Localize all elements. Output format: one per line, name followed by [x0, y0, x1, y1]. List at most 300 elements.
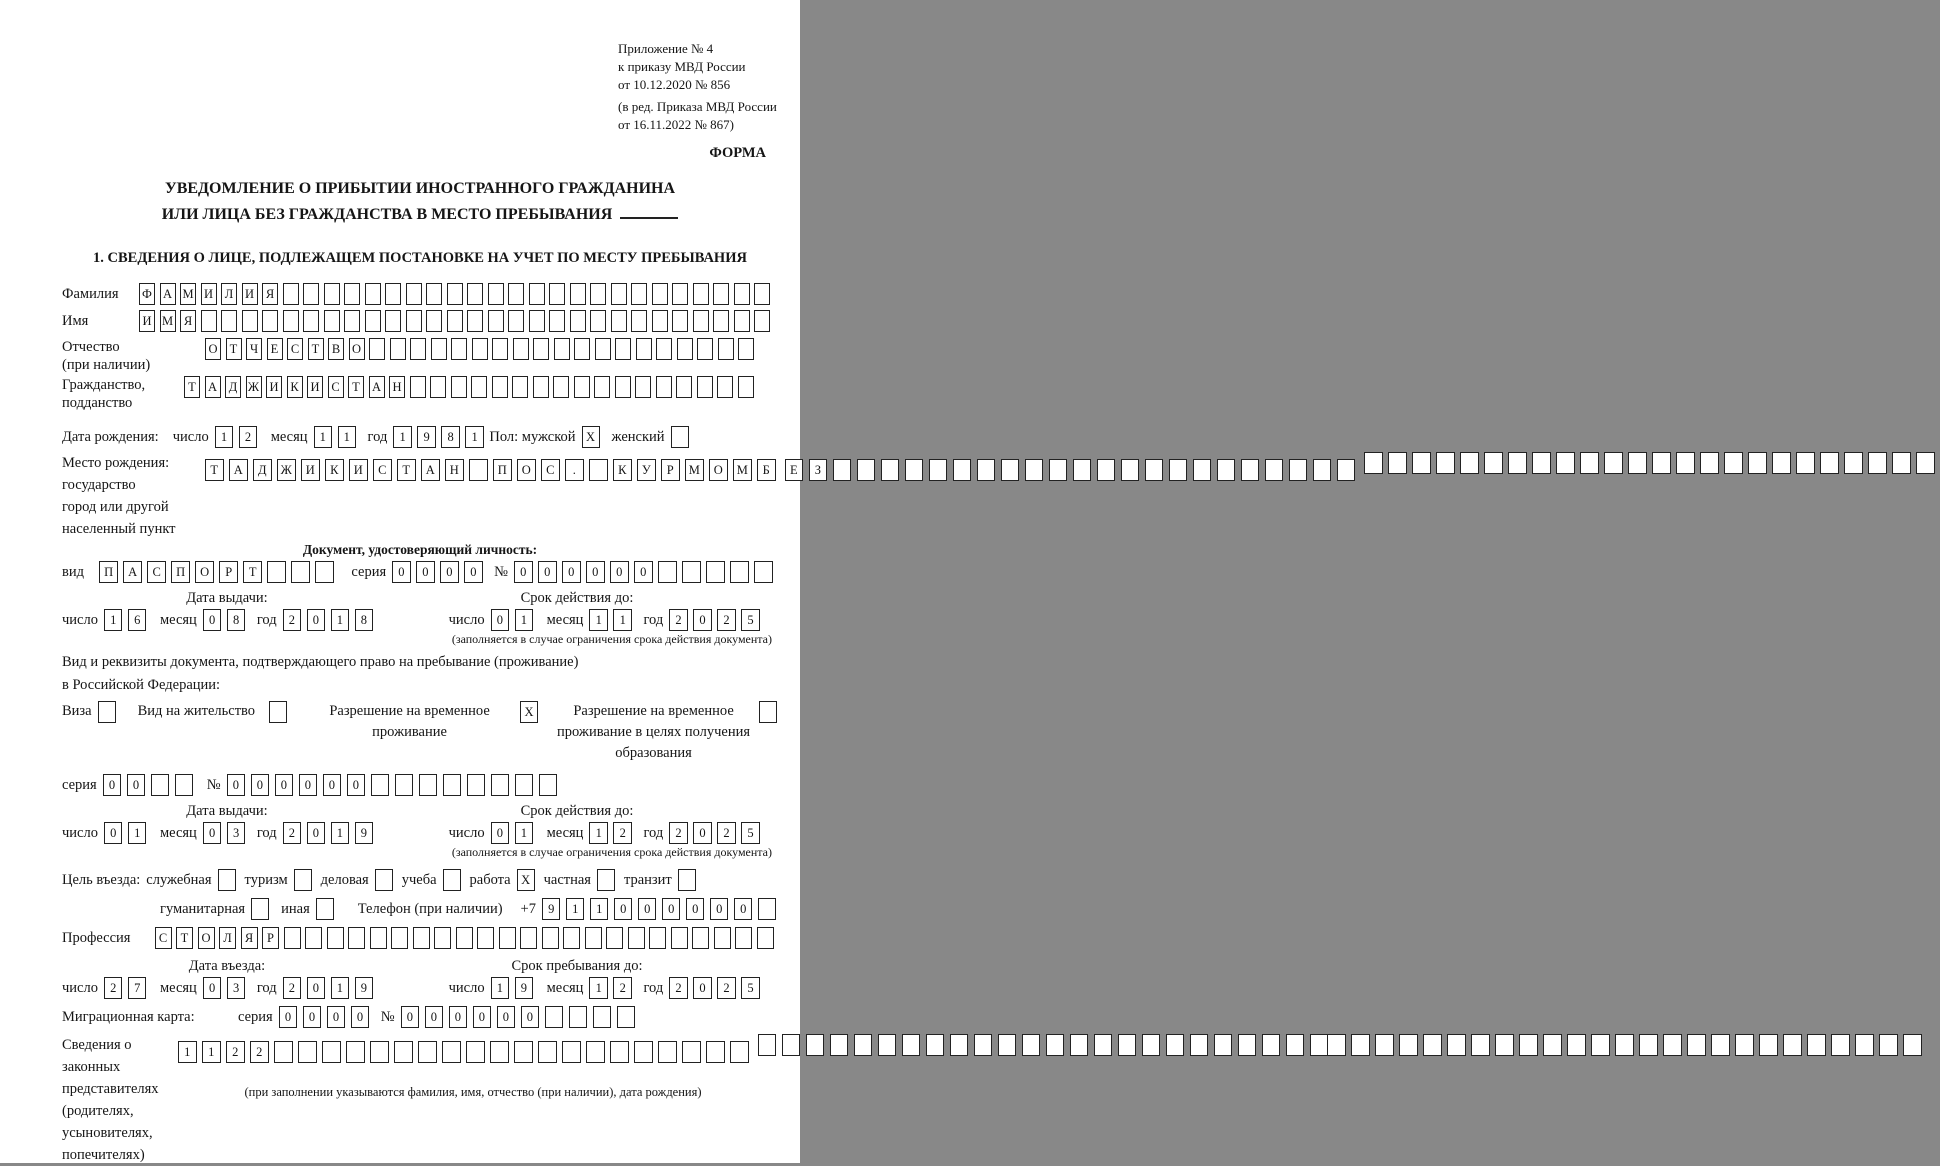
identity-series-cells[interactable] — [392, 561, 488, 583]
form-cell[interactable]: 0 — [227, 774, 246, 796]
migration-series-cells[interactable] — [279, 1006, 375, 1028]
form-cell[interactable]: Р — [262, 927, 279, 949]
form-cell[interactable] — [857, 459, 876, 481]
form-cell[interactable] — [677, 338, 693, 360]
form-cell[interactable] — [1166, 1034, 1185, 1056]
form-cell[interactable] — [1604, 452, 1623, 474]
form-cell[interactable] — [477, 927, 494, 949]
form-cell[interactable]: 0 — [514, 561, 533, 583]
form-cell[interactable] — [1868, 452, 1887, 474]
form-cell[interactable] — [649, 927, 666, 949]
form-cell[interactable] — [456, 927, 473, 949]
form-cell[interactable] — [754, 561, 773, 583]
form-cell[interactable] — [1375, 1034, 1394, 1056]
form-cell[interactable]: Т — [176, 927, 193, 949]
form-cell[interactable]: С — [147, 561, 166, 583]
form-cell[interactable] — [533, 338, 549, 360]
male-checkbox[interactable] — [582, 426, 600, 448]
form-cell[interactable] — [717, 376, 733, 398]
form-cell[interactable] — [1519, 1034, 1538, 1056]
form-cell[interactable] — [590, 310, 606, 332]
stay-day-cells[interactable] — [491, 977, 539, 999]
form-cell[interactable] — [274, 1041, 293, 1063]
form-cell[interactable] — [1412, 452, 1431, 474]
form-cell[interactable]: 1 — [314, 426, 333, 448]
form-cell[interactable] — [515, 774, 534, 796]
form-cell[interactable] — [1399, 1034, 1418, 1056]
form-cell[interactable] — [451, 376, 467, 398]
form-cell[interactable] — [754, 310, 770, 332]
form-cell[interactable] — [303, 283, 319, 305]
form-cell[interactable]: Т — [226, 338, 242, 360]
form-cell[interactable] — [595, 338, 611, 360]
form-cell[interactable] — [697, 338, 713, 360]
form-cell[interactable] — [365, 310, 381, 332]
visa-checkbox[interactable] — [98, 701, 116, 723]
form-cell[interactable]: П — [493, 459, 512, 481]
form-cell[interactable]: 0 — [392, 561, 411, 583]
profession-cells[interactable] — [155, 927, 779, 949]
form-cell[interactable] — [488, 310, 504, 332]
purpose-work-checkbox[interactable] — [517, 869, 535, 891]
form-cell[interactable] — [926, 1034, 945, 1056]
form-cell[interactable] — [512, 376, 528, 398]
form-cell[interactable] — [291, 561, 310, 583]
identity-valid-month-cells[interactable] — [589, 609, 637, 631]
form-cell[interactable]: М — [160, 310, 176, 332]
form-cell[interactable] — [615, 338, 631, 360]
form-cell[interactable]: Т — [205, 459, 224, 481]
form-cell[interactable]: Я — [180, 310, 196, 332]
patronymic-cells[interactable] — [205, 338, 759, 360]
form-cell[interactable] — [782, 1034, 801, 1056]
form-cell[interactable] — [327, 927, 344, 949]
form-cell[interactable]: 0 — [307, 977, 326, 999]
form-cell[interactable] — [1436, 452, 1455, 474]
form-cell[interactable]: С — [155, 927, 172, 949]
form-cell[interactable]: 0 — [323, 774, 342, 796]
form-cell[interactable]: 2 — [239, 426, 258, 448]
form-cell[interactable]: 0 — [662, 898, 681, 920]
form-cell[interactable]: 0 — [347, 774, 366, 796]
form-cell[interactable]: 1 — [202, 1041, 221, 1063]
form-cell[interactable] — [1327, 1034, 1346, 1056]
form-cell[interactable] — [514, 1041, 533, 1063]
form-cell[interactable]: 2 — [717, 609, 736, 631]
form-cell[interactable] — [714, 927, 731, 949]
form-cell[interactable] — [738, 376, 754, 398]
form-cell[interactable] — [322, 1041, 341, 1063]
form-cell[interactable]: 5 — [741, 977, 760, 999]
form-cell[interactable] — [1580, 452, 1599, 474]
form-cell[interactable]: 0 — [203, 977, 222, 999]
form-cell[interactable]: К — [613, 459, 632, 481]
form-cell[interactable] — [251, 898, 269, 920]
form-cell[interactable]: П — [99, 561, 118, 583]
purpose-tourism-checkbox[interactable] — [294, 869, 312, 891]
form-cell[interactable]: И — [301, 459, 320, 481]
form-cell[interactable]: 0 — [425, 1006, 444, 1028]
form-cell[interactable]: М — [733, 459, 752, 481]
residence-permit-checkbox[interactable] — [269, 701, 287, 723]
form-cell[interactable]: А — [123, 561, 142, 583]
form-cell[interactable]: Р — [219, 561, 238, 583]
form-cell[interactable] — [344, 310, 360, 332]
form-cell[interactable] — [315, 561, 334, 583]
form-cell[interactable] — [394, 1041, 413, 1063]
form-cell[interactable]: У — [637, 459, 656, 481]
form-cell[interactable] — [529, 310, 545, 332]
form-cell[interactable] — [490, 1041, 509, 1063]
form-cell[interactable] — [570, 310, 586, 332]
form-cell[interactable] — [533, 376, 549, 398]
form-cell[interactable] — [631, 283, 647, 305]
form-cell[interactable]: 0 — [351, 1006, 370, 1028]
form-cell[interactable] — [549, 283, 565, 305]
form-cell[interactable] — [738, 338, 754, 360]
form-cell[interactable] — [472, 338, 488, 360]
form-cell[interactable] — [418, 1041, 437, 1063]
form-cell[interactable]: 0 — [440, 561, 459, 583]
form-cell[interactable]: 2 — [104, 977, 123, 999]
form-cell[interactable] — [1022, 1034, 1041, 1056]
form-cell[interactable] — [1735, 1034, 1754, 1056]
form-cell[interactable] — [1142, 1034, 1161, 1056]
form-cell[interactable] — [1820, 452, 1839, 474]
form-cell[interactable] — [201, 310, 217, 332]
form-cell[interactable] — [597, 869, 615, 891]
form-cell[interactable] — [1796, 452, 1815, 474]
form-cell[interactable]: 1 — [515, 609, 534, 631]
form-cell[interactable] — [406, 310, 422, 332]
form-cell[interactable]: Л — [221, 283, 237, 305]
purpose-commercial-checkbox[interactable] — [375, 869, 393, 891]
form-cell[interactable] — [294, 869, 312, 891]
form-cell[interactable] — [713, 283, 729, 305]
form-cell[interactable]: 5 — [741, 822, 760, 844]
form-cell[interactable] — [298, 1041, 317, 1063]
form-cell[interactable] — [410, 376, 426, 398]
form-cell[interactable] — [693, 310, 709, 332]
form-cell[interactable] — [574, 376, 590, 398]
form-cell[interactable]: Ф — [139, 283, 155, 305]
form-cell[interactable]: 9 — [515, 977, 534, 999]
form-cell[interactable]: Ж — [246, 376, 262, 398]
form-cell[interactable] — [1262, 1034, 1281, 1056]
birth-place-row3-cells[interactable] — [1364, 452, 1940, 474]
form-cell[interactable] — [574, 338, 590, 360]
form-cell[interactable] — [1214, 1034, 1233, 1056]
form-cell[interactable]: Т — [243, 561, 262, 583]
form-cell[interactable]: X — [520, 701, 538, 723]
form-cell[interactable] — [730, 1041, 749, 1063]
form-cell[interactable] — [370, 927, 387, 949]
form-cell[interactable] — [586, 1041, 605, 1063]
form-cell[interactable] — [1556, 452, 1575, 474]
form-cell[interactable]: 1 — [491, 977, 510, 999]
form-cell[interactable] — [508, 310, 524, 332]
form-cell[interactable]: 0 — [464, 561, 483, 583]
form-cell[interactable] — [706, 1041, 725, 1063]
form-cell[interactable]: 1 — [338, 426, 357, 448]
form-cell[interactable] — [569, 1006, 588, 1028]
form-cell[interactable] — [1652, 452, 1671, 474]
form-cell[interactable] — [267, 561, 286, 583]
form-cell[interactable] — [758, 898, 777, 920]
form-cell[interactable] — [466, 1041, 485, 1063]
form-cell[interactable] — [1471, 1034, 1490, 1056]
form-cell[interactable]: 1 — [590, 898, 609, 920]
form-cell[interactable] — [929, 459, 948, 481]
form-cell[interactable] — [426, 310, 442, 332]
form-cell[interactable]: 0 — [327, 1006, 346, 1028]
form-cell[interactable] — [395, 774, 414, 796]
form-cell[interactable]: В — [328, 338, 344, 360]
form-cell[interactable] — [549, 310, 565, 332]
form-cell[interactable]: 0 — [710, 898, 729, 920]
form-cell[interactable]: 2 — [226, 1041, 245, 1063]
form-cell[interactable] — [974, 1034, 993, 1056]
form-cell[interactable]: 0 — [634, 561, 653, 583]
form-cell[interactable] — [1772, 452, 1791, 474]
form-cell[interactable] — [1460, 452, 1479, 474]
form-cell[interactable] — [1748, 452, 1767, 474]
form-cell[interactable] — [447, 283, 463, 305]
form-cell[interactable]: Е — [267, 338, 283, 360]
form-cell[interactable]: Я — [241, 927, 258, 949]
representatives-row3-cells[interactable] — [1327, 1034, 1927, 1056]
form-cell[interactable] — [1169, 459, 1188, 481]
form-cell[interactable]: М — [180, 283, 196, 305]
form-cell[interactable]: 1 — [104, 609, 123, 631]
form-cell[interactable] — [98, 701, 116, 723]
form-cell[interactable]: . — [565, 459, 584, 481]
form-cell[interactable]: 1 — [589, 977, 608, 999]
form-cell[interactable] — [1049, 459, 1068, 481]
form-cell[interactable] — [759, 701, 777, 723]
form-cell[interactable] — [830, 1034, 849, 1056]
birth-month-cells[interactable] — [314, 426, 362, 448]
form-cell[interactable] — [1484, 452, 1503, 474]
form-cell[interactable]: 0 — [693, 822, 712, 844]
form-cell[interactable]: X — [517, 869, 535, 891]
edu-permit-checkbox[interactable] — [759, 701, 777, 723]
form-cell[interactable] — [1724, 452, 1743, 474]
form-cell[interactable] — [467, 310, 483, 332]
form-cell[interactable]: 1 — [331, 609, 350, 631]
form-cell[interactable] — [491, 774, 510, 796]
form-cell[interactable] — [1193, 459, 1212, 481]
representatives-row2-cells[interactable] — [758, 1034, 1334, 1056]
form-cell[interactable]: 0 — [521, 1006, 540, 1028]
form-cell[interactable]: 0 — [693, 977, 712, 999]
form-cell[interactable] — [905, 459, 924, 481]
form-cell[interactable] — [1759, 1034, 1778, 1056]
form-cell[interactable] — [520, 927, 537, 949]
form-cell[interactable] — [443, 869, 461, 891]
form-cell[interactable]: О — [517, 459, 536, 481]
form-cell[interactable] — [1190, 1034, 1209, 1056]
form-cell[interactable] — [1783, 1034, 1802, 1056]
form-cell[interactable] — [554, 338, 570, 360]
form-cell[interactable] — [1892, 452, 1911, 474]
form-cell[interactable] — [324, 310, 340, 332]
form-cell[interactable] — [631, 310, 647, 332]
form-cell[interactable] — [734, 283, 750, 305]
form-cell[interactable] — [672, 310, 688, 332]
form-cell[interactable] — [375, 869, 393, 891]
form-cell[interactable] — [1265, 459, 1284, 481]
form-cell[interactable]: 1 — [128, 822, 147, 844]
form-cell[interactable]: 1 — [178, 1041, 197, 1063]
residence-series-cells[interactable] — [103, 774, 199, 796]
form-cell[interactable]: И — [139, 310, 155, 332]
form-cell[interactable]: 1 — [613, 609, 632, 631]
form-cell[interactable]: О — [195, 561, 214, 583]
form-cell[interactable] — [283, 310, 299, 332]
form-cell[interactable] — [371, 774, 390, 796]
form-cell[interactable] — [671, 426, 689, 448]
form-cell[interactable] — [757, 927, 774, 949]
form-cell[interactable]: 0 — [275, 774, 294, 796]
form-cell[interactable] — [242, 310, 258, 332]
form-cell[interactable] — [1903, 1034, 1922, 1056]
form-cell[interactable] — [419, 774, 438, 796]
form-cell[interactable] — [1855, 1034, 1874, 1056]
form-cell[interactable]: 0 — [416, 561, 435, 583]
form-cell[interactable] — [369, 338, 385, 360]
form-cell[interactable] — [488, 283, 504, 305]
residence-issue-year-cells[interactable] — [283, 822, 379, 844]
form-cell[interactable] — [1145, 459, 1164, 481]
form-cell[interactable]: С — [328, 376, 344, 398]
form-cell[interactable]: 8 — [441, 426, 460, 448]
form-cell[interactable] — [346, 1041, 365, 1063]
residence-issue-day-cells[interactable] — [104, 822, 152, 844]
form-cell[interactable] — [1364, 452, 1383, 474]
form-cell[interactable] — [1916, 452, 1935, 474]
form-cell[interactable] — [365, 283, 381, 305]
form-cell[interactable]: 1 — [589, 822, 608, 844]
form-cell[interactable]: А — [160, 283, 176, 305]
form-cell[interactable] — [467, 283, 483, 305]
form-cell[interactable] — [1313, 459, 1332, 481]
form-cell[interactable] — [606, 927, 623, 949]
form-cell[interactable]: 0 — [586, 561, 605, 583]
form-cell[interactable] — [563, 927, 580, 949]
form-cell[interactable] — [1532, 452, 1551, 474]
form-cell[interactable]: 1 — [331, 822, 350, 844]
form-cell[interactable] — [718, 338, 734, 360]
form-cell[interactable] — [628, 927, 645, 949]
representatives-row1-cells[interactable] — [178, 1041, 754, 1063]
form-cell[interactable] — [175, 774, 194, 796]
form-cell[interactable] — [348, 927, 365, 949]
form-cell[interactable] — [151, 774, 170, 796]
form-cell[interactable]: 2 — [717, 822, 736, 844]
form-cell[interactable] — [593, 1006, 612, 1028]
form-cell[interactable] — [1687, 1034, 1706, 1056]
form-cell[interactable] — [1639, 1034, 1658, 1056]
form-cell[interactable]: Н — [445, 459, 464, 481]
form-cell[interactable] — [676, 376, 692, 398]
form-cell[interactable]: 2 — [669, 609, 688, 631]
form-cell[interactable] — [1807, 1034, 1826, 1056]
form-cell[interactable] — [545, 1006, 564, 1028]
form-cell[interactable] — [1615, 1034, 1634, 1056]
form-cell[interactable] — [590, 283, 606, 305]
form-cell[interactable]: А — [229, 459, 248, 481]
form-cell[interactable] — [806, 1034, 825, 1056]
surname-cells[interactable] — [139, 283, 775, 305]
form-cell[interactable] — [1844, 452, 1863, 474]
form-cell[interactable] — [390, 338, 406, 360]
form-cell[interactable]: 0 — [299, 774, 318, 796]
form-cell[interactable] — [492, 338, 508, 360]
form-cell[interactable] — [1217, 459, 1236, 481]
temp-permit-checkbox[interactable] — [520, 701, 538, 723]
form-cell[interactable] — [658, 1041, 677, 1063]
form-cell[interactable]: К — [287, 376, 303, 398]
form-cell[interactable]: 8 — [227, 609, 246, 631]
form-cell[interactable]: Т — [348, 376, 364, 398]
form-cell[interactable]: Ч — [246, 338, 262, 360]
form-cell[interactable] — [529, 283, 545, 305]
form-cell[interactable] — [442, 1041, 461, 1063]
form-cell[interactable] — [585, 927, 602, 949]
form-cell[interactable] — [370, 1041, 389, 1063]
form-cell[interactable] — [469, 459, 488, 481]
form-cell[interactable]: 0 — [401, 1006, 420, 1028]
form-cell[interactable] — [671, 927, 688, 949]
form-cell[interactable]: А — [205, 376, 221, 398]
form-cell[interactable] — [1543, 1034, 1562, 1056]
form-cell[interactable] — [1628, 452, 1647, 474]
residence-issue-month-cells[interactable] — [203, 822, 251, 844]
birth-place-row2-cells[interactable] — [785, 459, 1361, 481]
stay-month-cells[interactable] — [589, 977, 637, 999]
form-cell[interactable]: 0 — [279, 1006, 298, 1028]
form-cell[interactable]: 6 — [128, 609, 147, 631]
form-cell[interactable]: С — [287, 338, 303, 360]
form-cell[interactable] — [269, 701, 287, 723]
form-cell[interactable] — [656, 338, 672, 360]
form-cell[interactable] — [697, 376, 713, 398]
form-cell[interactable] — [426, 283, 442, 305]
form-cell[interactable] — [430, 376, 446, 398]
form-cell[interactable] — [443, 774, 462, 796]
form-cell[interactable]: 1 — [393, 426, 412, 448]
form-cell[interactable] — [652, 310, 668, 332]
form-cell[interactable]: О — [709, 459, 728, 481]
form-cell[interactable] — [833, 459, 852, 481]
form-cell[interactable] — [854, 1034, 873, 1056]
form-cell[interactable]: X — [582, 426, 600, 448]
form-cell[interactable] — [1351, 1034, 1370, 1056]
form-cell[interactable] — [221, 310, 237, 332]
form-cell[interactable] — [451, 338, 467, 360]
form-cell[interactable] — [730, 561, 749, 583]
form-cell[interactable]: 9 — [542, 898, 561, 920]
form-cell[interactable]: Н — [389, 376, 405, 398]
form-cell[interactable]: 3 — [227, 977, 246, 999]
form-cell[interactable] — [391, 927, 408, 949]
form-cell[interactable] — [1711, 1034, 1730, 1056]
form-cell[interactable] — [953, 459, 972, 481]
form-cell[interactable]: 3 — [227, 822, 246, 844]
form-cell[interactable] — [434, 927, 451, 949]
migration-number-cells[interactable] — [401, 1006, 641, 1028]
